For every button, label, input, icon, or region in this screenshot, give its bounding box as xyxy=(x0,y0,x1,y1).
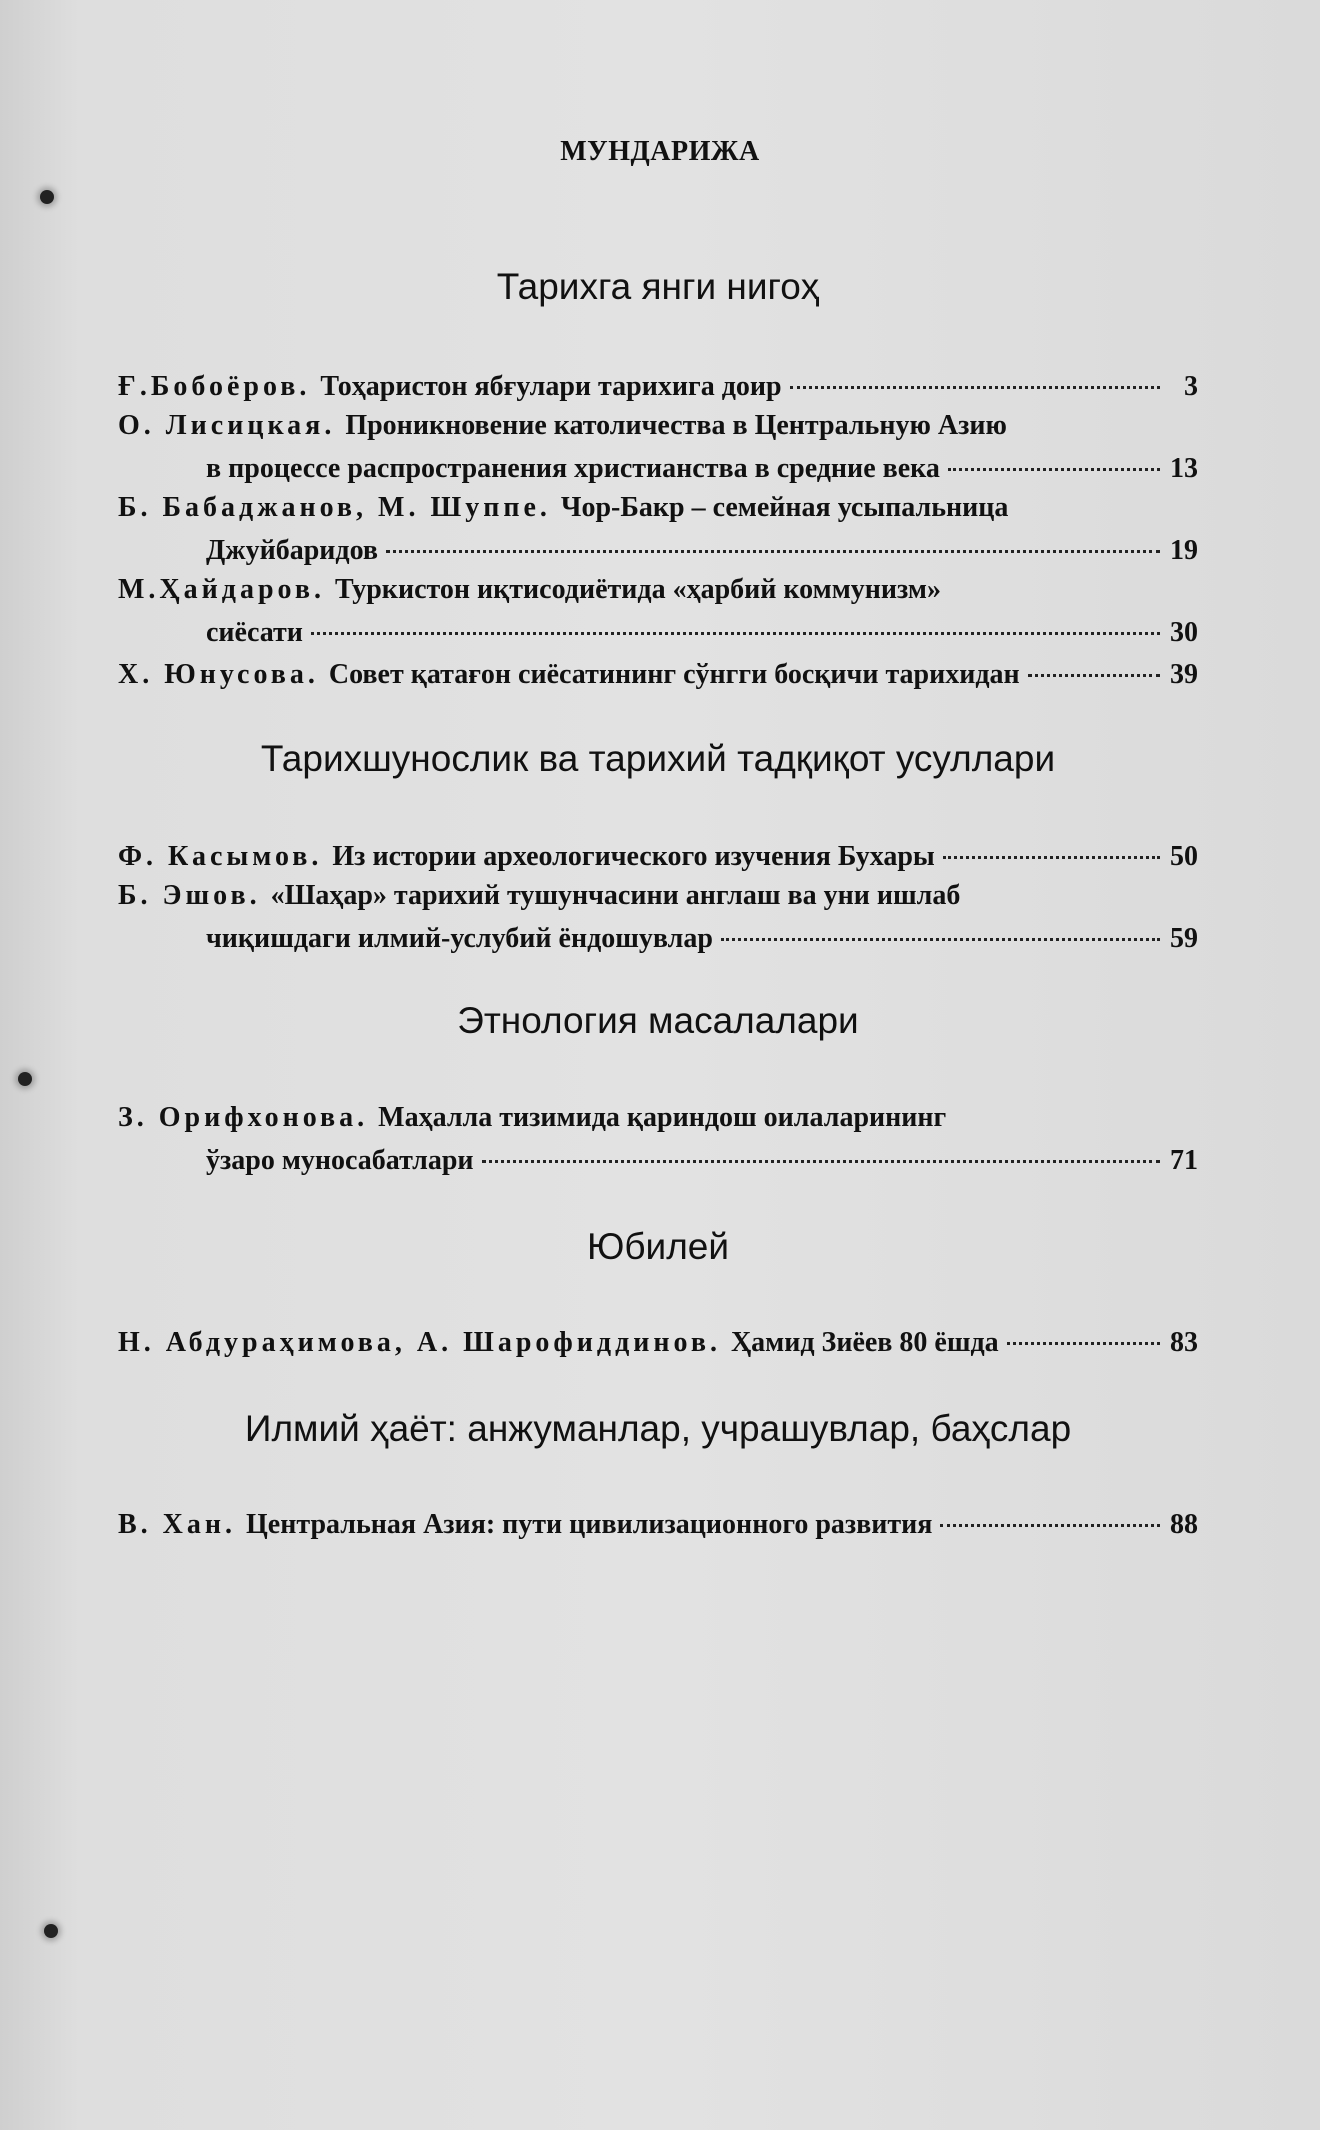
section-title: Тарихга янги нигоҳ xyxy=(496,266,820,307)
entry-author: Ф. Касымов. xyxy=(118,841,323,872)
entry-title: Чор-Бакр – семейная усыпальница xyxy=(560,492,1009,523)
section-title: Этнология масалалари xyxy=(457,1000,859,1041)
leader-dots xyxy=(1028,646,1160,677)
punch-hole xyxy=(44,1924,58,1938)
entry-author: Н. Абдураҳимова, А. Шарофиддинов. xyxy=(118,1327,721,1358)
leader-dots xyxy=(721,910,1160,941)
entry-page-number: 13 xyxy=(1170,453,1198,484)
entry-title: Тоҳаристон ябғулари тарихига доир xyxy=(320,371,782,402)
entry-title: Маҳалла тизимида қариндош оилаларининг xyxy=(378,1102,947,1133)
entry-page-number: 83 xyxy=(1170,1327,1198,1358)
entry-author: Б. Эшов. xyxy=(118,880,261,911)
entry-title-continued: в процессе распространения христианства в средние века xyxy=(206,453,940,484)
page-title: МУНДАРИЖА xyxy=(560,136,760,167)
toc-entry xyxy=(118,364,1198,407)
entry-page-number: 88 xyxy=(1170,1509,1198,1540)
entry-author: З. Орифхонова. xyxy=(118,1102,369,1133)
entry-page-number: 39 xyxy=(1170,659,1198,690)
toc-entry xyxy=(118,1320,1198,1363)
toc-entry xyxy=(118,570,1198,653)
entry-title-continued: Джуйбаридов xyxy=(206,535,378,566)
entry-page-number: 19 xyxy=(1170,535,1198,566)
punch-hole xyxy=(40,190,54,204)
leader-dots xyxy=(482,1132,1160,1163)
entry-author: М.Ҳайдаров. xyxy=(118,574,325,605)
entry-title: Центральная Азия: пути цивилизационного развития xyxy=(246,1509,933,1540)
entry-author: Ғ.Бобоёров. xyxy=(118,371,311,402)
section-title: Тарихшунослик ва тарихий тадқиқот усуллари xyxy=(260,738,1056,779)
toc-entry xyxy=(118,488,1198,571)
entry-page-number: 50 xyxy=(1170,841,1198,872)
toc-entry xyxy=(118,876,1198,959)
toc-entry xyxy=(118,1098,1198,1181)
toc-entry xyxy=(118,406,1198,489)
leader-dots xyxy=(948,440,1160,471)
entry-author: Х. Юнусова. xyxy=(118,659,319,690)
entry-page-number: 3 xyxy=(1184,371,1198,402)
entry-author: О. Лисицкая. xyxy=(118,410,336,441)
entry-title: Совет қатағон сиёсатининг сўнгги босқичи тарихидан xyxy=(328,659,1020,690)
entry-title-continued: сиёсати xyxy=(206,617,303,648)
section-title: Илмий ҳаёт: анжуманлар, учрашувлар, баҳслар xyxy=(244,1408,1072,1449)
leader-dots xyxy=(386,522,1160,553)
toc-entry xyxy=(118,1502,1198,1545)
leader-dots xyxy=(1007,1314,1160,1345)
leader-dots xyxy=(790,358,1160,389)
section-title: Юбилей xyxy=(586,1226,730,1267)
entry-title: Ҳамид Зиёев 80 ёшда xyxy=(730,1327,999,1358)
entry-page-number: 30 xyxy=(1170,617,1198,648)
toc-entry xyxy=(118,652,1198,695)
leader-dots xyxy=(940,1496,1160,1527)
leader-dots xyxy=(311,604,1160,635)
entry-author: Б. Бабаджанов, М. Шуппе. xyxy=(118,492,551,523)
punch-hole xyxy=(18,1072,32,1086)
leader-dots xyxy=(943,828,1160,859)
entry-page-number: 59 xyxy=(1170,923,1198,954)
entry-title: Из истории археологического изучения Бухары xyxy=(332,841,935,872)
entry-title: Туркистон иқтисодиётида «ҳарбий коммунизм» xyxy=(334,574,941,605)
entry-title: «Шаҳар» тарихий тушунчасини англаш ва уни ишлаб xyxy=(270,880,961,911)
entry-title-continued: ўзаро муносабатлари xyxy=(206,1145,474,1176)
toc-entry xyxy=(118,834,1198,877)
entry-title: Проникновение католичества в Центральную Азию xyxy=(345,410,1007,441)
entry-author: В. Хан. xyxy=(118,1509,237,1540)
entry-page-number: 71 xyxy=(1170,1145,1198,1176)
entry-title-continued: чиқишдаги илмий-услубий ёндошувлар xyxy=(206,923,713,954)
